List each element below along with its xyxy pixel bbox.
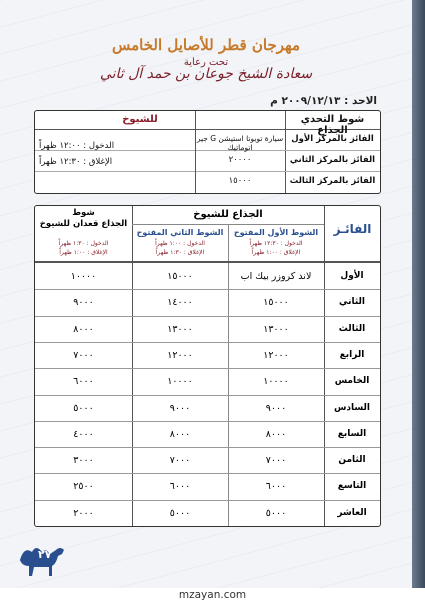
row-divider [35, 421, 380, 422]
col3-header-2: الجذاع قعدان للشيوخ [39, 219, 128, 229]
row-divider [35, 368, 380, 369]
table-cell-col3: ١٠٠٠٠ [70, 271, 97, 282]
table-cell-col2: ٥٠٠٠ [169, 507, 191, 519]
table-rank: الثامن [338, 455, 366, 466]
table-rank: السادس [333, 402, 371, 413]
table-cell-col3: ٢٥٠٠ [73, 481, 94, 493]
table-cell-col3: ٥٠٠٠ [73, 402, 94, 414]
row-divider [35, 395, 380, 396]
table-cell-col3: ٣٠٠٠ [73, 455, 94, 467]
table-cell-col3: ٢٠٠٠ [73, 507, 94, 519]
table-cell-col1: ١٣٠٠٠ [263, 323, 289, 335]
table-rank: الخامس [334, 376, 370, 387]
table-rank: الأول [340, 271, 364, 281]
table-cell-col2: ٨٠٠٠ [169, 428, 191, 440]
challenge-prize-3: ١٥٠٠٠ [228, 176, 252, 186]
table-cell-col2: ١٣٠٠٠ [167, 323, 193, 335]
challenge-rank-2: الفائز بالمركز الثاني [289, 155, 376, 165]
challenge-rank-3: الفائز بالمركز الثالث [289, 176, 376, 186]
col1-out: الإغلاق : ١:٠٠ ظهراً [251, 249, 301, 256]
col1-in: الدخول : ١٢:٣٠ ظهراً [249, 240, 303, 247]
challenge-heading: شوط التحدي الجذاع [300, 114, 365, 136]
challenge-prize-2: ٢٠٠٠٠ [228, 155, 252, 165]
table-cell-col2: ١٠٠٠٠ [167, 376, 193, 388]
col3-in: الدخول : ١:٣٠ ظهراً [58, 240, 109, 247]
col3-out: الإغلاق : ١:٠٠ ظهراً [59, 249, 108, 256]
table-cell-col1: ٨٠٠٠ [265, 428, 287, 440]
page-title: مهرجان قطر للأصايل الخامس [111, 36, 300, 54]
challenge-prize-1: سيارة تويوتا استيشن G جير اتوماتيك [196, 134, 284, 152]
winner-header: الفائـز [333, 222, 372, 236]
row-divider [35, 473, 380, 474]
row-divider [35, 289, 380, 290]
row-divider [35, 316, 380, 317]
table-cell-col1: ٦٠٠٠ [265, 481, 287, 493]
col2-out: الإغلاق : ١:٣٠ ظهراً [155, 249, 205, 256]
table-rank: الثاني [338, 297, 365, 308]
table-cell-col3: ٦٠٠٠ [73, 376, 94, 388]
table-cell-col1: ١٢٠٠٠ [263, 349, 289, 361]
col2-in: الدخول : ١:٠٠ ظهراً [155, 240, 205, 247]
page-number: ٢٧ [38, 548, 52, 561]
table-cell-col2: ٦٠٠٠ [169, 481, 191, 493]
patron-signature: سعادة الشيخ جوعان بن حمد آل ثاني [99, 66, 313, 82]
table-rank: العاشر [337, 507, 367, 518]
table-cell-col2: ١٥٠٠٠ [167, 271, 193, 282]
table-cell-col2: ٩٠٠٠ [169, 402, 191, 414]
row-divider [35, 500, 380, 501]
date-line: الاحد : ٢٠٠٩/١٢/١٣ م [270, 95, 377, 107]
row-divider [35, 447, 380, 448]
table-cell-col2: ٧٠٠٠ [169, 455, 191, 467]
group-header: الجذاع للشيوخ [193, 209, 263, 220]
table-cell-col1: ١٥٠٠٠ [263, 297, 289, 309]
col2-header: الشوط الثاني المفتوح [136, 228, 224, 237]
table-cell-col3: ٩٠٠٠ [73, 297, 94, 309]
challenge-rank-1: الفائز بالمركز الأول [291, 134, 374, 144]
col1-header: الشوط الأول المفتوح [233, 228, 319, 237]
prize-table [34, 205, 381, 527]
challenge-box [34, 110, 381, 194]
old-entry-time: الدخول : ١٢:٠٠ ظهراً [39, 141, 115, 151]
table-cell-col1: ٥٠٠٠ [265, 507, 287, 519]
table-cell-col1: لاند كروزر بيك اب [240, 271, 312, 282]
table-rank: الرابع [339, 349, 365, 360]
table-cell-col1: ٩٠٠٠ [265, 402, 287, 414]
book-spine [412, 0, 425, 588]
col3-header-1: شوط [72, 208, 95, 218]
table-cell-col3: ٧٠٠٠ [73, 349, 94, 361]
table-cell-col1: ٧٠٠٠ [265, 455, 287, 467]
footer-url: mzayan.com [0, 589, 425, 605]
old-close-time: الإغلاق : ١٢:٣٠ ظهراً [39, 157, 113, 167]
table-cell-col3: ٤٠٠٠ [73, 428, 94, 440]
table-cell-col2: ١٤٠٠٠ [167, 297, 193, 309]
old-heading: للشيوخ [122, 114, 158, 125]
row-divider [35, 342, 380, 343]
table-rank: الثالث [338, 323, 366, 334]
table-cell-col3: ٨٠٠٠ [73, 323, 94, 335]
subtitle: تحت رعاية [183, 57, 229, 68]
table-cell-col1: ١٠٠٠٠ [263, 376, 289, 388]
table-cell-col2: ١٢٠٠٠ [167, 349, 193, 361]
table-rank: التاسع [337, 481, 367, 492]
table-rank: السابع [337, 428, 367, 439]
